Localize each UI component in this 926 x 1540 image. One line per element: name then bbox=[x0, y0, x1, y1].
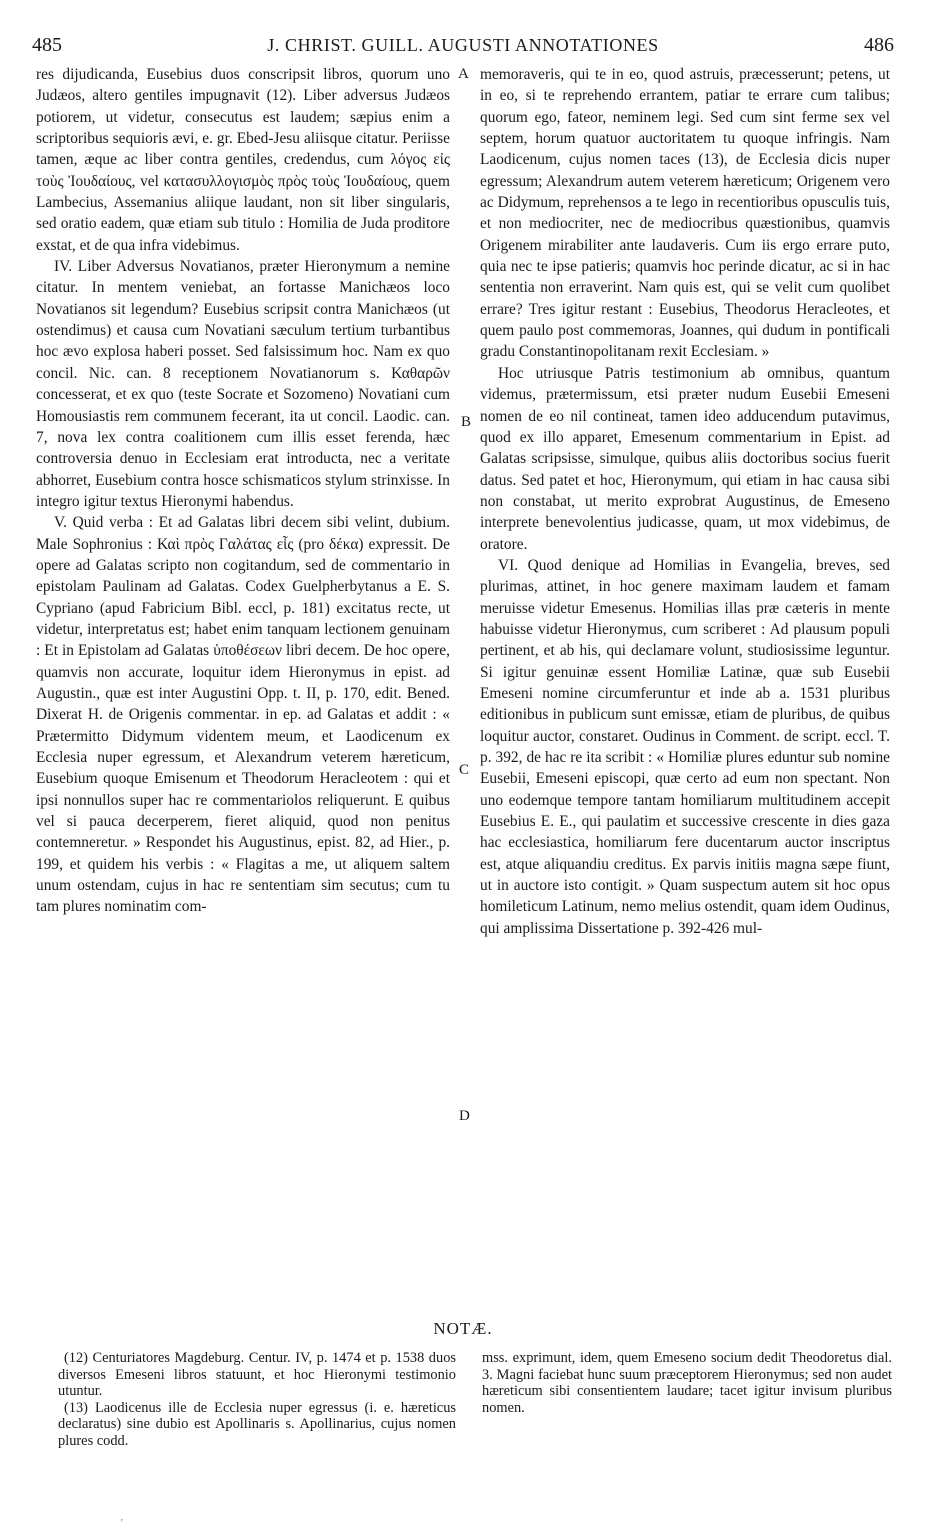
paragraph: VI. Quod denique ad Homilias in Evangelia, breves, sed plurimas, attinet, in hoc genere maximam laudem et famam meruisse videtur Emesenus. Homilias illas præ cæteris in mente habuisse videtur Hieronymus, cum scriberet : Ad plausum populi pertinent, et ab his, qui declamare volunt, studiosissime leguntur. Si igitur genuinæ essent Homiliæ Latinæ, quæ sub Eusebii Emeseni nomine circumferuntur et inde ab a. 1531 pluribus editionibus in publicum sunt emissæ, etiam de pluribus, de quibus loquitur auctor, constaret. Oudinus in Comment. de script. eccl. T. p. 392, de hac re ita scribit : « Homiliæ plures eduntur sub nomine Eusebii, Emeseni episcopi, quæ certo ad eum non spectant. Non uno eodemque tempore tantam homiliarum multitudinem accepit Eusebius E. E., qui paulatim et successive crescente in dies gaza hac ecclesiastica, homiliarum fere ducentarum auctor inscriptus est, atque aliquandiu creditus. Ex parvis initiis magna sæpe fiunt, ut in auctore isto contigit. » Quam suspectum autem sit hoc opus homileticum Latinum, nemo melius ostendit, quam idem Oudinus, qui amplissima Dissertatione p. 392-426 mul- bbox=[480, 556, 890, 937]
margin-marker-c: C bbox=[459, 762, 470, 778]
footnotes-right bbox=[482, 1350, 892, 1416]
paragraph: memoraveris, qui te in eo, quod astruis, præcesserunt; petens, ut in eo, si te reprehendo errantem, patiar te errare cum talibus; quorum ego, fateor, neminem legi. Sed cum sint ferme sex vel septem, horum quatuor auctoritatem tu quoque infringis. Nam Laodicenum, cujus nomen taces (13), de Ecclesia dicis nuper egressum; Alexandrum autem veterem hæreticum; Origenem vero ac Didymum, reprehensos a te lego in recentioribus opusculis tuis, et non mediocriter, nec de mediocribus quæstionibus, quamvis Origenem mirabiliter ante laudaveris. Cum iis ergo errare puto, quia nec te ipse patieris; quamvis hoc perinde dicatur, ac si in hac sententia non erraverint. Nam quis est, qui se velit cum quolibet errare? Tres igitur restant : Eusebius, Theodorus Heracleotes, et quem paulo post commemoras, Joannes, qui dudum in pontificali gradu Constantinopolitanam rexit Ecclesiam. » bbox=[480, 66, 890, 361]
print-speck: ’ bbox=[120, 1518, 124, 1529]
left-column bbox=[36, 64, 450, 918]
margin-marker-a: A bbox=[458, 66, 469, 82]
page-number-right: 486 bbox=[864, 34, 894, 56]
notes-heading: NOTÆ. bbox=[433, 1319, 493, 1338]
footnote-continuation: mss. exprimunt, idem, quem Emeseno socium dedit Theodoretus dial. 3. Magni faciebat hunc suum præceptorem Hieronymus; sed non audet hæreticum sibi consentientem laudare; tacet igitur invisum pluribus nomen. bbox=[482, 1350, 892, 1416]
paragraph: Hoc utriusque Patris testimonium ab omnibus, quantum videmus, prætermissum, etsi præter nudum Eusebii Emeseni nomen de eo nil contineat, tamen ideo adducendum putavimus, quod ex illo apparet, Emesenum commentarium in Epist. ad Galatas scripsisse, simulque, quibus aliis doctoribus socius fuerit datus. Sed patet et hoc, Hieronymum, qui etiam in hac causa sibi non constabat, ut merito exprobrat Augustinus, de Emeseno interprete benevolentius judicasse, quam, ut mox videbimus, de oratore. bbox=[480, 364, 890, 553]
running-title: J. CHRIST. GUILL. AUGUSTI ANNOTATIONES bbox=[267, 35, 659, 55]
paragraph: res dijudicanda, Eusebius duos conscripsit libros, quorum uno Judæos, altero gentiles impugnavit (12). Liber adversus Judæos potiorem, ut videtur, consecutus est laudem; sæpius enim a scriptoribus sequioris ævi, e. gr. Ebed-Jesu aliisque citatur. Periisse tamen, æque ac liber contra gentiles, credendus, cum λόγος εἰς τοὺς Ἰουδαίους, vel κατασυλλογισμὸς πρὸς τοὺς Ἰουδαίους, quem Lambecius, Assemanius aliique laudant, non sit liber singularis, sed oratio eadem, quæ etiam sub titulo : Homilia de Juda proditore exstat, et de qua infra videbimus. bbox=[36, 66, 450, 254]
footnotes-left bbox=[58, 1350, 456, 1450]
paragraph: V. Quid verba : Et ad Galatas libri decem sibi velint, dubium. Male Sophronius : Καὶ πρὸς Γαλάτας εἷς (pro δέκα) expressit. De opere ad Galatas scripto non cogitandum, sed de commentario in epistolam Paulinam ad Galatas. Codex Guelpherbytanus a E. S. Cypriano (apud Fabricium Bibl. eccl, p. 181) excitatus recte, ut videtur, interpretatus est; habet enim tanquam lectionem genuinam : Et in Epistolam ad Galatas ὑποθέσεων libri decem. De hoc opere, quamvis non accurate, loquitur idem Hieronymus in epist. ad Augustin., quæ est inter Augustini Opp. t. II, p. 170, edit. Bened. Dixerat H. de Origenis commentar. in ep. ad Galatas et addit : « Prætermitto Didymum videntem meum, et Laodicenum ex Ecclesia nuper egressum, et Alexandrum veterem hæreticum, Eusebium quoque Emisenum et Theodorum Heracleotem : qui et ipsi nonnullos super hac re commentariolos reliquerunt. E quibus vel si pauca decerperem, fieret aliquid, quod non penitus contemneretur. » Respondet his Augustinus, epist. 82, ad Hier., p. 199, et quidem his verbis : « Flagitas a me, ut aliquem saltem unum ostendam, cujus in hac re sententiam sim secutus; cum tu tam plures nominatim com- bbox=[36, 514, 450, 916]
running-header bbox=[30, 34, 896, 58]
page-number-left: 485 bbox=[32, 34, 62, 56]
footnote: (13) Laodicenus ille de Ecclesia nuper egressus (i. e. hæreticus declaratus) sine dubio est Apollinaris s. Apollinarius, cujus nomen plures codd. bbox=[58, 1399, 456, 1449]
margin-marker-b: B bbox=[461, 414, 472, 430]
right-column bbox=[480, 64, 890, 939]
paragraph: IV. Liber Adversus Novatianos, præter Hieronymum a nemine citatur. In mentem veniebat, an fortasse Manichæos loco Novatianos sit legendum? Eusebius scripsit contra Manichæos (ut ostendimus) et causa cum Novatiani sæculum tertium turbantibus hoc ævo explosa haberi posset. Sed falsissimum hoc. Nam ex quo concil. Nic. can. 8 receptionem Novatianorum s. Καθαρῶν concesserat, et ex quo (teste Socrate et Sozomeno) Novatiani cum Homousiastis rem communem fecerant, ita ut concil. Laodic. can. 7, nova lex contra coalitionem cum illis esset ferenda, hæc controversia denuo in Ecclesiam erat introducta, nec a veritate abhorret, Eusebium contra hosce schismaticos stylum strinxisse. In integro igitur textus Hieronymi habendus. bbox=[36, 258, 450, 510]
margin-marker-d: D bbox=[459, 1108, 470, 1124]
footnote: (12) Centuriatores Magdeburg. Centur. IV, p. 1474 et p. 1538 duos diversos Emeseni libros statuunt, et hoc Hieronymi testimonio utuntur. bbox=[58, 1350, 456, 1400]
